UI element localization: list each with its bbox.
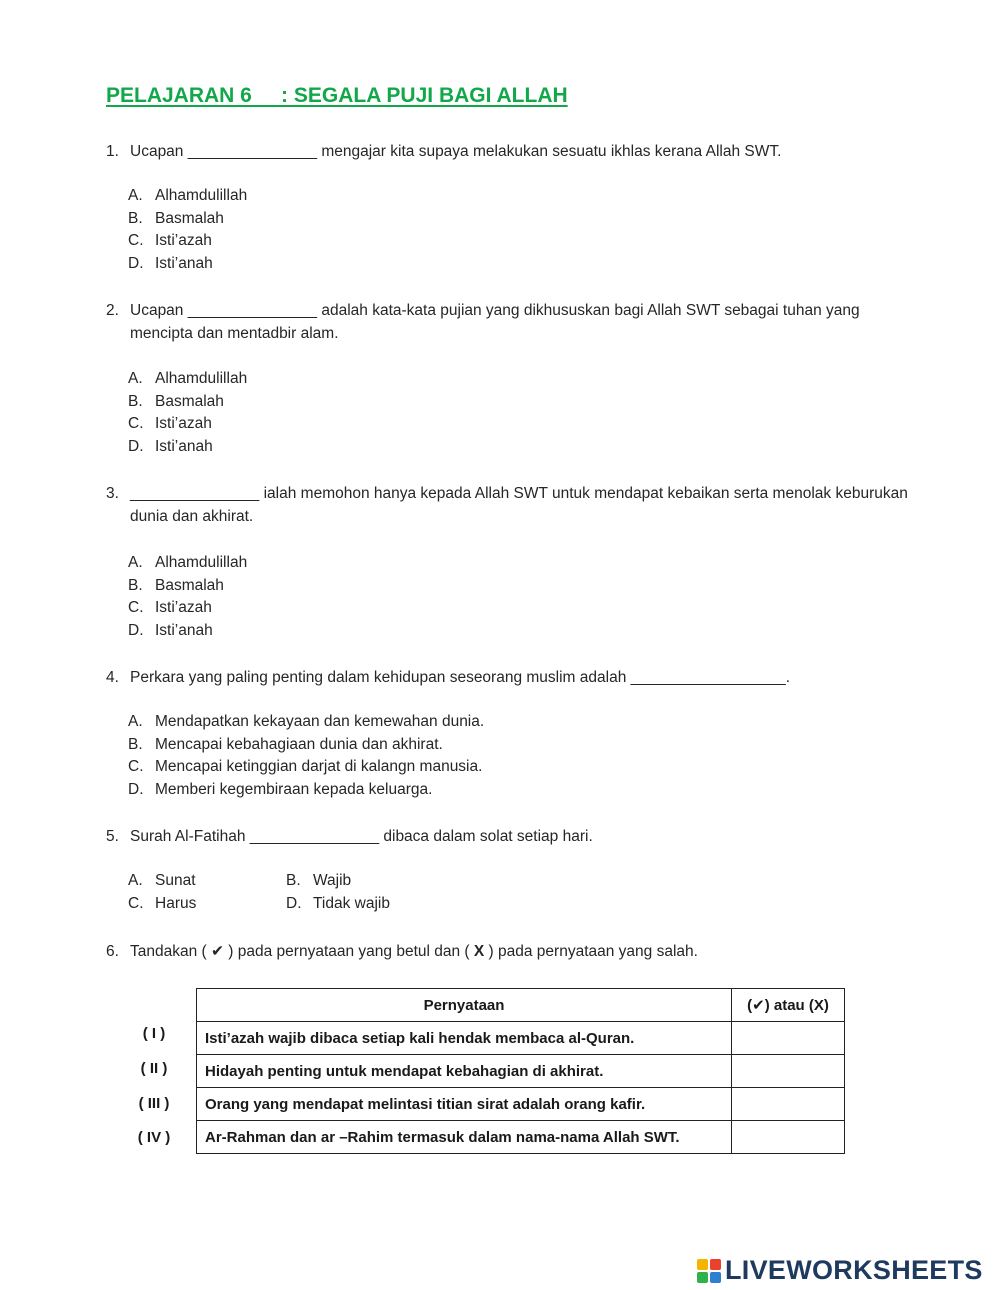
option-a[interactable]: A. Alhamdulillah <box>128 554 248 571</box>
answer-cell[interactable] <box>732 1088 845 1121</box>
option-c[interactable]: C. Isti’azah <box>128 415 212 433</box>
statements-table <box>196 988 845 1154</box>
option-b[interactable]: B. Mencapai kebahagiaan dunia dan akhirat. <box>128 735 443 753</box>
option-d[interactable]: D. Tidak wajib <box>286 895 390 912</box>
option-b[interactable]: B. Basmalah <box>128 576 224 594</box>
option-b[interactable]: B. Wajib <box>286 872 352 889</box>
table-header-row <box>197 989 845 1022</box>
option-a[interactable]: A. Alhamdulillah <box>128 187 248 204</box>
option-b[interactable]: B. Basmalah <box>128 209 224 227</box>
question-number: 2. <box>106 302 119 319</box>
answer-cell[interactable] <box>732 1055 845 1088</box>
table-row <box>197 1121 845 1154</box>
question-text: Tandakan ( ✔ ) pada pernyataan yang betul dan ( X ) pada pernyataan yang salah. <box>130 943 698 960</box>
option-b[interactable]: B. Basmalah <box>128 392 224 410</box>
statement-cell: Ar-Rahman dan ar –Rahim termasuk dalam nama-nama Allah SWT. <box>197 1121 732 1154</box>
question-1-options <box>128 185 247 275</box>
row-label-1: ( I ) <box>142 1025 166 1042</box>
header-answer: (✔) atau (X) <box>732 989 845 1022</box>
option-c[interactable]: C. Mencapai ketinggian darjat di kalangn manusia. <box>128 758 483 776</box>
question-number: 4. <box>106 669 119 686</box>
liveworksheets-logo <box>697 1255 983 1286</box>
question-text: Ucapan _______________ adalah kata-kata pujian yang dikhususkan bagi Allah SWT sebagai tuhan yang mencipta dan mentadbir alam. <box>130 302 860 342</box>
question-3-options <box>128 552 247 642</box>
answer-cell[interactable] <box>732 1121 845 1154</box>
question-number: 6. <box>106 943 119 960</box>
table-row <box>197 1088 845 1121</box>
question-text: _______________ ialah memohon hanya kepada Allah SWT untuk mendapat kebaikan serta menolak keburukan dunia dan akhirat. <box>130 485 908 525</box>
logo-wordmark: LIVEWORKSHEETS <box>725 1255 983 1285</box>
statement-cell: Hidayah penting untuk mendapat kebahagian di akhirat. <box>197 1055 732 1088</box>
option-d[interactable]: D. Isti’anah <box>128 621 213 639</box>
question-number: 5. <box>106 828 119 845</box>
option-d[interactable]: D. Isti’anah <box>128 254 213 272</box>
page-title: PELAJARAN 6 : SEGALA PUJI BAGI ALLAH <box>106 84 568 107</box>
option-a[interactable]: A. Alhamdulillah <box>128 370 248 387</box>
statement-cell: Orang yang mendapat melintasi titian sirat adalah orang kafir. <box>197 1088 732 1121</box>
option-d[interactable]: D. Isti’anah <box>128 437 213 455</box>
question-number: 1. <box>106 143 119 160</box>
row-label-2: ( II ) <box>140 1060 168 1077</box>
question-2-options <box>128 368 247 458</box>
option-c[interactable]: C. Harus <box>128 895 197 912</box>
row-label-3: ( III ) <box>138 1095 170 1112</box>
answer-cell[interactable] <box>732 1022 845 1055</box>
option-d[interactable]: D. Memberi kegembiraan kepada keluarga. <box>128 780 433 798</box>
table-row <box>197 1055 845 1088</box>
question-text: Perkara yang paling penting dalam kehidupan seseorang muslim adalah __________________. <box>130 669 791 686</box>
cross-mark-icon: X <box>473 943 485 960</box>
question-4-options <box>128 711 484 801</box>
logo-blocks-icon <box>697 1259 721 1283</box>
check-mark-icon: ✔ <box>211 943 224 960</box>
option-a[interactable]: A. Sunat <box>128 872 196 889</box>
question-text: Ucapan _______________ mengajar kita supaya melakukan sesuatu ikhlas kerana Allah SWT. <box>130 143 782 160</box>
question-text: Surah Al-Fatihah _______________ dibaca dalam solat setiap hari. <box>130 828 593 845</box>
option-c[interactable]: C. Isti’azah <box>128 599 212 617</box>
header-statement: Pernyataan <box>197 989 732 1022</box>
table-row <box>197 1022 845 1055</box>
question-number: 3. <box>106 485 119 502</box>
option-c[interactable]: C. Isti’azah <box>128 232 212 250</box>
statement-cell: Isti’azah wajib dibaca setiap kali hendak membaca al-Quran. <box>197 1022 732 1055</box>
row-label-4: ( IV ) <box>137 1129 171 1146</box>
option-a[interactable]: A. Mendapatkan kekayaan dan kemewahan dunia. <box>128 713 485 730</box>
